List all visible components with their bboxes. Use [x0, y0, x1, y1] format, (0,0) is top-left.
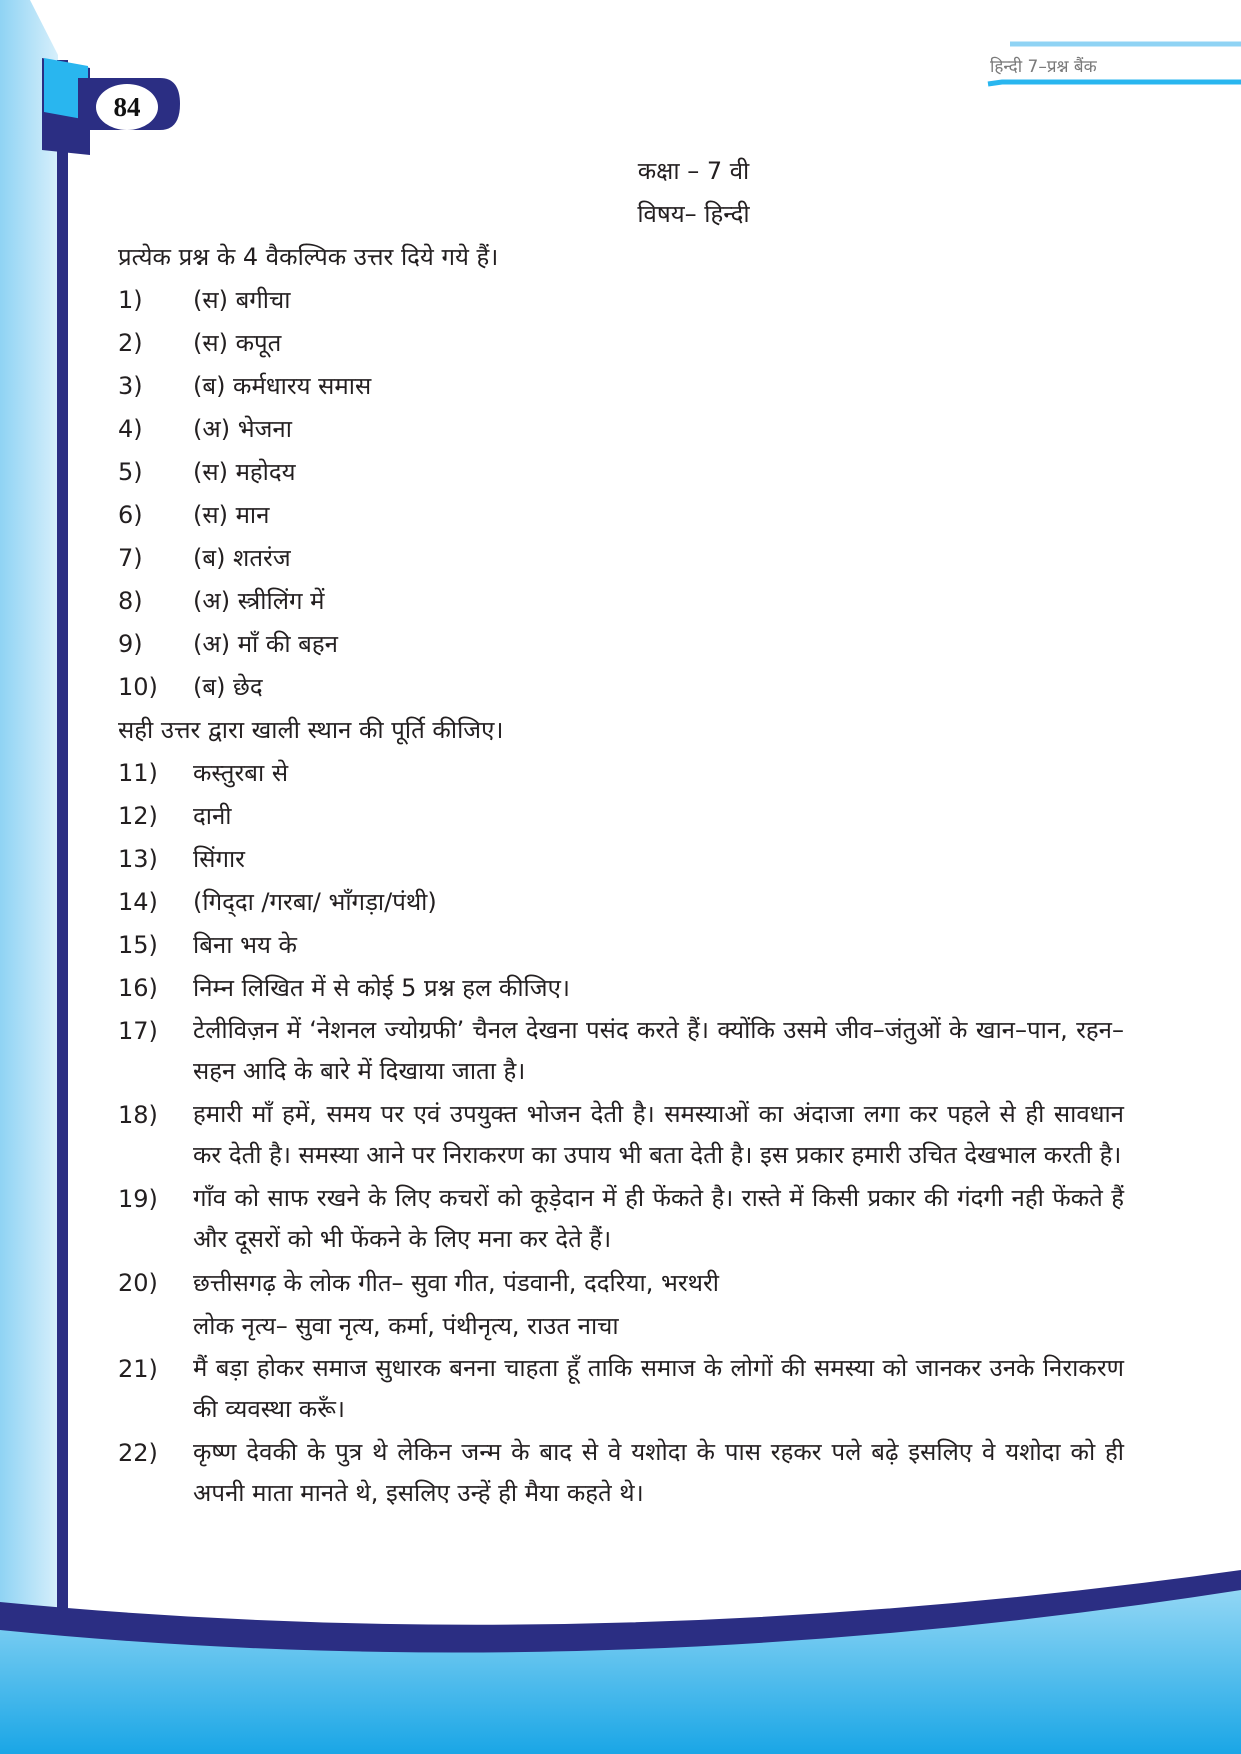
list-item: 10) (ब) छेद: [118, 673, 263, 701]
list-item: 4) (अ) भेजना: [118, 415, 292, 443]
list-item: 20) छत्तीसगढ़ के लोक गीत– सुवा गीत, पंडवानी, ददरिया, भरथरी: [118, 1269, 720, 1297]
section2-instruction: सही उत्तर द्वारा खाली स्थान की पूर्ति कीजिए।: [118, 716, 504, 744]
list-item: 3) (ब) कर्मधारय समास: [118, 372, 372, 400]
header-rule-bottom: [988, 82, 1241, 84]
list-item: 21) मैं बड़ा होकर समाज सुधारक बनना चाहता हूँ ताकि समाज के लोगों की समस्या को जानकर उनके निराकरण की व्यवस्था करूँ।: [118, 1354, 1124, 1423]
list-item: 8) (अ) स्त्रीलिंग में: [118, 587, 325, 615]
list-item: 13) सिंगार: [118, 845, 245, 873]
list-item: 15) बिना भय के: [118, 931, 297, 959]
list-item: 7) (ब) शतरंज: [118, 544, 291, 572]
running-header: हिन्दी 7–प्रश्न बैंक: [990, 57, 1097, 77]
subject-heading: विषय– हिन्दी: [637, 200, 750, 228]
list-item: 16) निम्न लिखित में से कोई 5 प्रश्न हल कीजिए।: [118, 974, 570, 1002]
list-item: 19) गाँव को साफ रखने के लिए कचरों को कूड़ेदान में ही फेंकते है। रास्ते में किसी प्रकार की गंदगी नही फेंकते हैं और दूसरों को भी फेंकने के लिए मना कर देते हैं।: [118, 1184, 1124, 1253]
section1-instruction: प्रत्येक प्रश्न के 4 वैकल्पिक उत्तर दिये गये हैं।: [118, 243, 499, 271]
page-content: [118, 150, 1124, 1516]
page-number: 84: [113, 92, 141, 122]
left-navy-rule: [57, 60, 68, 1620]
list-item: 14) (गिद्‌दा /गरबा/ भाँगड़ा/पंथी): [118, 888, 437, 916]
list-item: 22) कृष्ण देवकी के पुत्र थे लेकिन जन्म के बाद से वे यशोदा के पास रहकर पले बढ़े इसलिए वे यशोदा को ही अपनी माता मानते थे, इसलिए उन्हें ही मैया कहते थे।: [118, 1438, 1124, 1507]
list-item: 5) (स) महोदय: [118, 458, 296, 486]
left-border-strip: [0, 0, 58, 1620]
list-item-continuation: लोक नृत्य– सुवा नृत्य, कर्मा, पंथीनृत्य, राउत नाचा: [193, 1312, 619, 1340]
list-item: 1) (स) बगीचा: [118, 286, 291, 314]
class-heading: कक्षा – 7 वी: [637, 157, 750, 185]
list-item: 11) कस्तुरबा से: [118, 759, 289, 787]
list-item: 2) (स) कपूत: [118, 329, 282, 357]
list-item: 17) टेलीविज़न में ‘नेशनल ज्योग्रफी’ चैनल देखना पसंद करते हैं। क्योंकि उसमे जीव–जंतुओं के खान–पान, रहन–सहन आदि के बारे में दिखाया जाता है।: [118, 1016, 1124, 1085]
list-item: 6) (स) मान: [118, 501, 270, 529]
list-item: 12) दानी: [118, 802, 232, 830]
list-item: 9) (अ) माँ की बहन: [118, 630, 338, 658]
list-item: 18) हमारी माँ हमें, समय पर एवं उपयुक्त भोजन देती है। समस्याओं का अंदाजा लगा कर पहले से ही सावधान कर देती है। समस्या आने पर निराकरण का उपाय भी बता देती है। इस प्रकार हमारी उचित देखभाल करती है।: [118, 1100, 1124, 1169]
